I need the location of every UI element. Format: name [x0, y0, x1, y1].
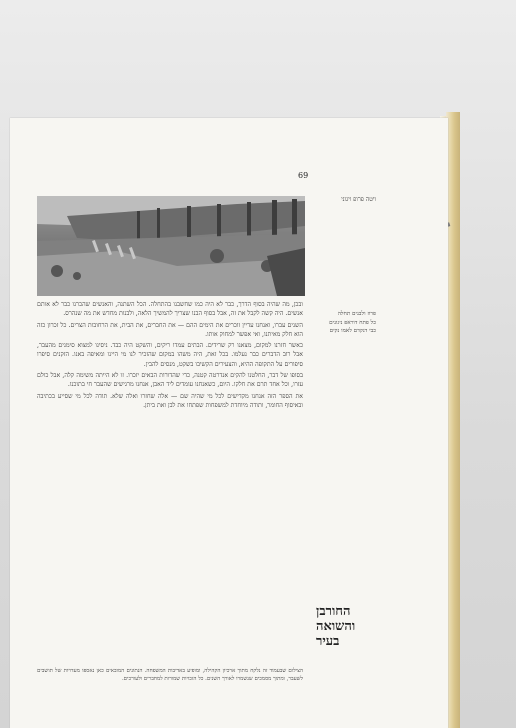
historical-photo [37, 196, 305, 296]
footnote-text: הצילום שבעמוד זה נלקח מתוך ארכיון הקהילה, ומופיע באדיבות המשפחה. הנתונים המובאים כאן נאספו מעדויות של תושבים לשעבר, ומתוך מסמכים שנשמרו לאורך השנים. כל הזכויות שמורות למחברים ולעורכים. [37, 668, 303, 683]
photo-caption-top: ויטה פרופ ויגוני [341, 196, 376, 203]
book-page-edges [446, 112, 460, 728]
side-title-line: והשואה [316, 619, 356, 634]
body-paragraph: בסופו של דבר, החלטנו להקים אנדרטה קטנה, כדי שהדורות הבאים יזכרו. זו לא הייתה משימה קלה, אבל כולם עזרו, וכל אחד תרם את חלקו. היום, כשאנחנו עומדים ליד האבן, אנחנו מרגישים שהעבר חי בתוכנו. [37, 372, 303, 389]
body-paragraph: ובכן, מה שהיה בסוף הדרך, כבר לא היה כמו שחשבנו בהתחלה. הכל השתנה, והאנשים שהכרנו כבר לא אותם אנשים. היה קשה לקבל את זה, אבל בסוף הבנו שצריך להמשיך הלאה, ולבנות מחדש את מה שנהרס. [37, 301, 303, 318]
margin-caption-line: כל פתח דוראפ ניגונים [329, 319, 376, 326]
body-paragraph: את הספר הזה אנחנו מקדישים לכל מי שהיה שם — אלה שחזרו ואלה שלא. תודה לכל מי שסייע בכתיבה ובאיסוף החומר, ותודה מיוחדת למשפחות שפתחו את לבן ואת ביתן. [37, 392, 303, 409]
margin-caption-line: פרוז ולבנים תחלה [337, 311, 376, 317]
page-number: 69 [298, 171, 309, 180]
side-title-line: בעיר [316, 634, 340, 649]
section-side-title [316, 604, 376, 649]
side-title-line: החורבן [316, 604, 351, 619]
margin-caption [316, 310, 376, 336]
body-paragraph: כאשר חזרנו למקום, מצאנו רק שרידים. הבתים עמדו ריקים, והשקט היה כבד. ניסינו למצוא סימנים מהעבר, אבל רוב הדברים כבר נעלמו. בכל זאת, היה משהו במקום שהזכיר לנו מי היינו ומאיפה באנו. הזקנים סיפרו סיפורים על התקופה ההיא, והצעירים הקשיבו בשקט, מנסים להבין. [37, 342, 303, 368]
body-text [37, 300, 303, 412]
body-paragraph: השנים עברו, ואנחנו עדיין זוכרים את הימים ההם — את החברים, את הבית, את הרחובות הצרים. כל זכרון כזה הוא חלק מאיתנו, ואי אפשר למחוק אותו. [37, 321, 303, 338]
margin-caption-line: כבי דנקדם לאמו נקים [329, 328, 376, 335]
